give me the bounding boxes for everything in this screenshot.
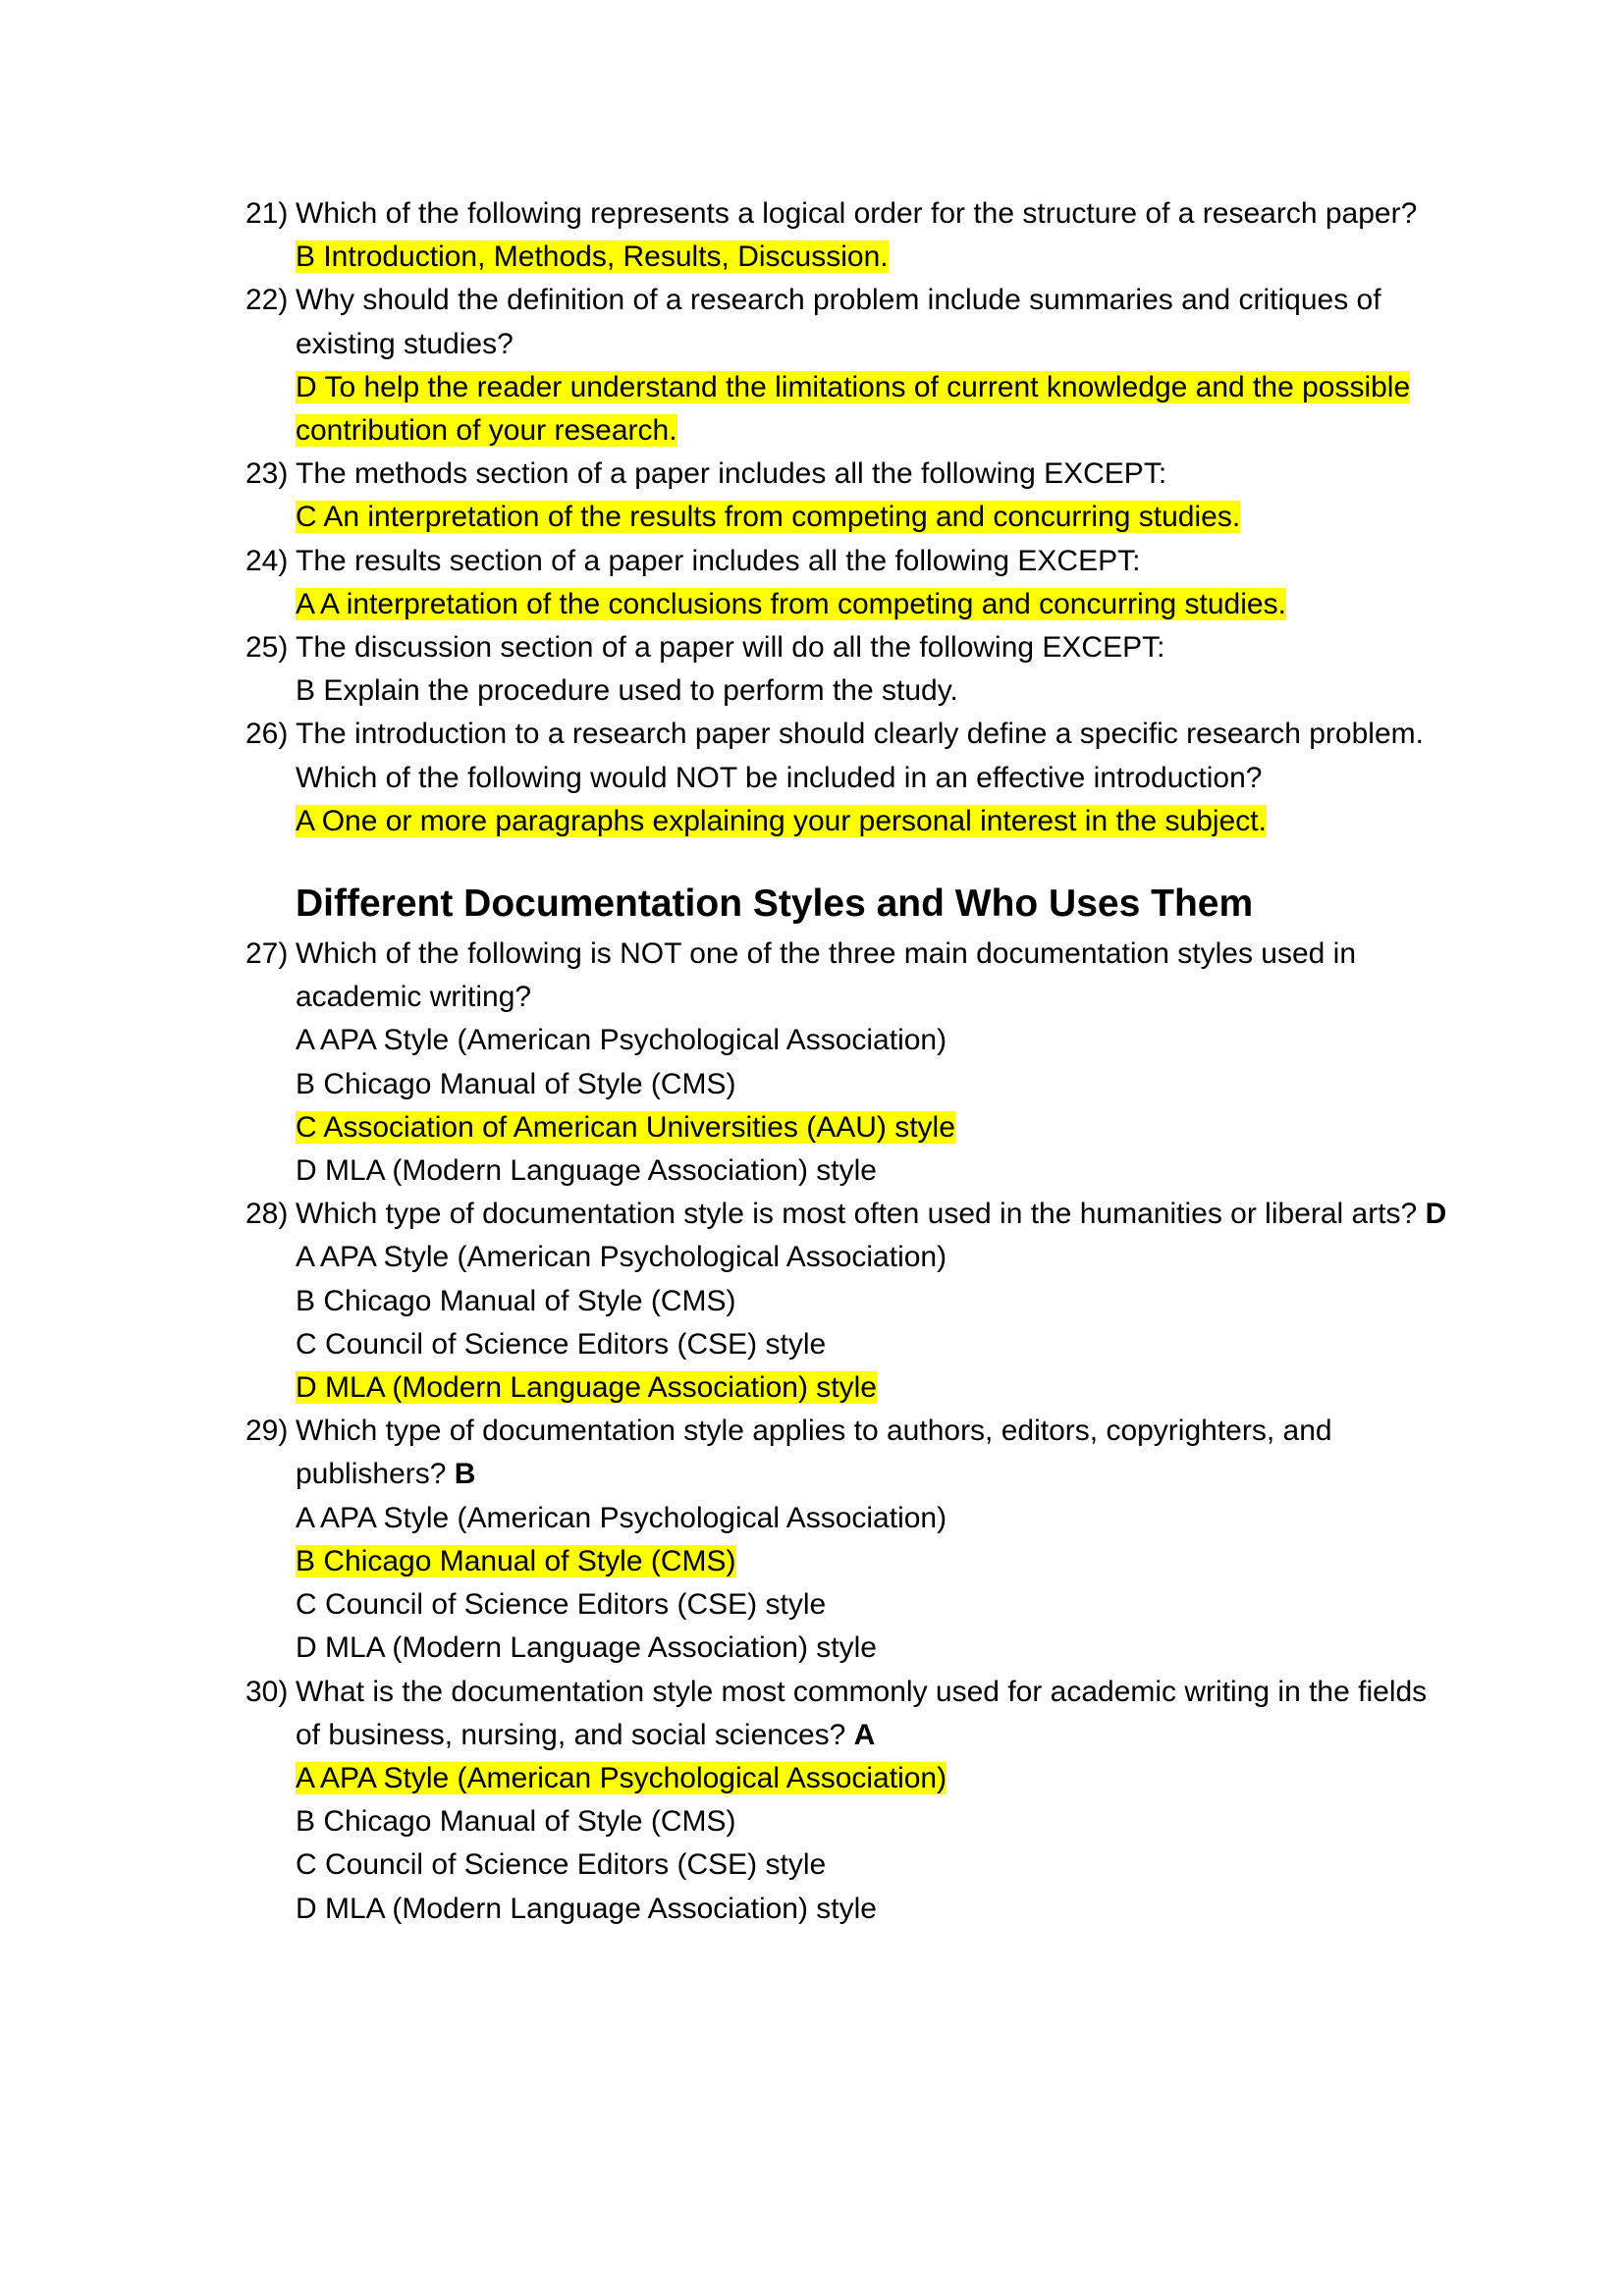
question-number: 30) xyxy=(245,1675,289,1708)
answer-key-letter: A xyxy=(853,1718,876,1751)
answer-option xyxy=(296,1583,1453,1627)
answer-option-text: C Council of Science Editors (CSE) style xyxy=(296,1588,827,1622)
question-number: 28) xyxy=(245,1198,289,1231)
answer-option-text: C Council of Science Editors (CSE) style xyxy=(296,1848,827,1882)
answer-option-text: D MLA (Modern Language Association) style xyxy=(296,1631,877,1665)
question-text: The discussion section of a paper will do all the following EXCEPT: xyxy=(296,631,1165,665)
question-item xyxy=(245,933,1453,1193)
question-number: 21) xyxy=(245,197,289,230)
answer-option-text: C Council of Science Editors (CSE) style xyxy=(296,1327,827,1361)
answer-option xyxy=(296,1627,1453,1670)
question-number: 22) xyxy=(245,284,289,317)
section-heading: Different Documentation Styles and Who Uses Them xyxy=(296,882,1254,926)
answer-option-highlighted xyxy=(296,1757,1453,1800)
answer-option-text: B Chicago Manual of Style (CMS) xyxy=(296,1284,736,1317)
answer-option xyxy=(296,1497,1453,1540)
answer-option-text: B Chicago Manual of Style (CMS) xyxy=(296,1805,736,1839)
answer-option-text: A One or more paragraphs explaining your personal interest in the subject. xyxy=(296,804,1267,837)
answer-option-text: D MLA (Modern Language Association) style xyxy=(296,1371,877,1405)
answer-option-highlighted xyxy=(296,1106,1453,1149)
answer-key-letter: D xyxy=(1425,1198,1447,1231)
answer-option-highlighted xyxy=(296,496,1453,539)
question-item xyxy=(245,1671,1453,1931)
answer-option-text: D To help the reader understand the limitations of current knowledge and the possible contribution of your research. xyxy=(296,370,1411,448)
answer-option-highlighted xyxy=(296,800,1453,843)
question-item xyxy=(245,1193,1453,1410)
question-item xyxy=(245,1410,1453,1670)
question-number: 24) xyxy=(245,544,289,577)
answer-option-highlighted xyxy=(296,236,1453,279)
answer-option-text: B Explain the procedure used to perform the study. xyxy=(296,674,958,708)
question-text: The introduction to a research paper should clearly define a specific research problem. Which of the following would NOT be included in an effective introduction? xyxy=(296,718,1424,794)
question-number: 26) xyxy=(245,718,289,751)
answer-option-text: A APA Style (American Psychological Association) xyxy=(296,1241,947,1274)
question-number: 25) xyxy=(245,631,289,665)
answer-option-text: D MLA (Modern Language Association) style xyxy=(296,1892,877,1925)
question-text: Why should the definition of a research problem include summaries and critiques of existing studies? xyxy=(296,284,1381,360)
question-item xyxy=(245,453,1453,539)
question-number: 23) xyxy=(245,457,289,491)
question-text: Which type of documentation style applies to authors, editors, copyrighters, and publishers? xyxy=(296,1415,1332,1491)
answer-option-text: A A interpretation of the conclusions from competing and concurring studies. xyxy=(296,587,1286,620)
answer-option xyxy=(296,1323,1453,1366)
answer-option-text: D MLA (Modern Language Association) style xyxy=(296,1154,877,1188)
answer-option-highlighted xyxy=(296,583,1453,626)
answer-option xyxy=(296,669,1453,713)
question-item xyxy=(245,713,1453,843)
answer-option xyxy=(296,1063,1453,1106)
document-content xyxy=(245,192,1453,1931)
question-number: 29) xyxy=(245,1415,289,1448)
answer-option-highlighted xyxy=(296,1366,1453,1410)
question-text: Which of the following represents a logical order for the structure of a research paper? xyxy=(296,197,1418,230)
question-text: What is the documentation style most commonly used for academic writing in the fields of business, nursing, and social sciences? xyxy=(296,1675,1428,1751)
question-item xyxy=(245,192,1453,279)
questions-part-2 xyxy=(245,933,1453,1931)
answer-option-text: A APA Style (American Psychological Association) xyxy=(296,1761,947,1794)
answer-option-text: B Chicago Manual of Style (CMS) xyxy=(296,1544,736,1577)
answer-option xyxy=(296,1280,1453,1323)
question-text: Which type of documentation style is most often used in the humanities or liberal arts? xyxy=(296,1198,1418,1231)
answer-option-text: B Introduction, Methods, Results, Discussion. xyxy=(296,240,889,274)
answer-option-text: B Chicago Manual of Style (CMS) xyxy=(296,1067,736,1100)
answer-option xyxy=(296,1236,1453,1279)
answer-option xyxy=(296,1800,1453,1843)
answer-option-text: A APA Style (American Psychological Association) xyxy=(296,1501,947,1534)
answer-option-highlighted xyxy=(296,366,1453,453)
question-text: The results section of a paper includes all the following EXCEPT: xyxy=(296,544,1141,577)
answer-option xyxy=(296,1843,1453,1887)
answer-option-highlighted xyxy=(296,1540,1453,1583)
answer-option xyxy=(296,1888,1453,1931)
answer-option xyxy=(296,1019,1453,1062)
answer-option-text: C Association of American Universities (AAU) style xyxy=(296,1110,955,1144)
answer-key-letter: B xyxy=(454,1458,476,1491)
question-item xyxy=(245,626,1453,713)
question-text: Which of the following is NOT one of the three main documentation styles used in academic writing? xyxy=(296,937,1357,1014)
question-number: 27) xyxy=(245,937,289,971)
question-item xyxy=(245,279,1453,453)
question-text: The methods section of a paper includes all the following EXCEPT: xyxy=(296,457,1167,491)
answer-option xyxy=(296,1149,1453,1193)
question-item xyxy=(245,540,1453,626)
answer-option-text: A APA Style (American Psychological Association) xyxy=(296,1024,947,1057)
questions-part-1 xyxy=(245,192,1453,843)
answer-option-text: C An interpretation of the results from competing and concurring studies. xyxy=(296,501,1241,534)
